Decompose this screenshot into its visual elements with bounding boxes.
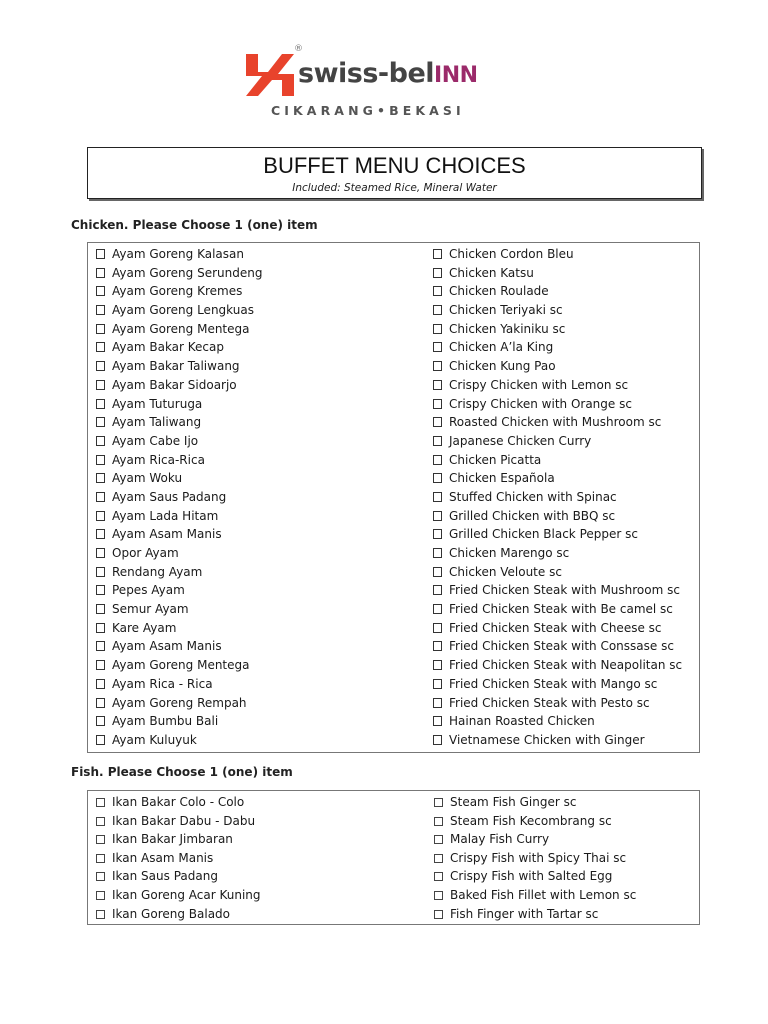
menu-item-label: Ayam Asam Manis bbox=[112, 527, 222, 542]
menu-item[interactable] bbox=[96, 851, 213, 865]
checkbox[interactable] bbox=[96, 380, 105, 390]
menu-item-label: Fried Chicken Steak with Pesto sc bbox=[449, 695, 650, 710]
checkbox[interactable] bbox=[433, 716, 442, 726]
menu-item[interactable] bbox=[433, 509, 615, 523]
checkbox[interactable] bbox=[96, 268, 105, 278]
menu-item-label: Crispy Fish with Spicy Thai sc bbox=[450, 850, 627, 865]
menu-item-label: Ikan Bakar Colo - Colo bbox=[112, 795, 245, 809]
checkbox[interactable] bbox=[96, 641, 105, 651]
menu-item[interactable] bbox=[96, 733, 197, 747]
checkbox[interactable] bbox=[96, 698, 105, 708]
menu-item-label: Chicken Kung Pao bbox=[449, 359, 556, 374]
checkbox[interactable] bbox=[96, 623, 105, 633]
checkbox[interactable] bbox=[433, 641, 442, 651]
checkbox[interactable] bbox=[96, 817, 105, 826]
menu-item-label: Steam Fish Kecombrang sc bbox=[450, 813, 612, 828]
menu-item-label: Chicken Katsu bbox=[449, 265, 534, 280]
menu-item-label: Fried Chicken Steak with Mango sc bbox=[449, 676, 658, 691]
menu-item[interactable] bbox=[96, 639, 222, 653]
menu-item[interactable] bbox=[433, 453, 541, 467]
checkbox[interactable] bbox=[434, 798, 443, 807]
checkbox[interactable] bbox=[96, 660, 105, 670]
checkbox[interactable] bbox=[433, 286, 442, 296]
checkbox[interactable] bbox=[96, 455, 105, 465]
menu-item[interactable] bbox=[96, 359, 240, 373]
checkbox[interactable] bbox=[434, 910, 443, 919]
menu-item-label: Semur Ayam bbox=[112, 602, 189, 617]
menu-item[interactable] bbox=[433, 714, 595, 728]
menu-item[interactable] bbox=[96, 527, 222, 541]
menu-item-label: Fried Chicken Steak with Conssase sc bbox=[449, 639, 674, 654]
menu-item-label: Ayam Goreng Lengkuas bbox=[112, 303, 254, 318]
menu-item-label: Chicken Marengo sc bbox=[449, 546, 570, 561]
checkbox[interactable] bbox=[433, 399, 442, 409]
menu-item-label: Ayam Asam Manis bbox=[112, 639, 222, 654]
menu-item-label: Japanese Chicken Curry bbox=[449, 433, 592, 448]
checkbox[interactable] bbox=[96, 529, 105, 539]
menu-item[interactable] bbox=[96, 621, 176, 635]
menu-item[interactable] bbox=[96, 415, 201, 429]
menu-item[interactable] bbox=[96, 832, 233, 846]
menu-item-label: Ayam Lada Hitam bbox=[112, 508, 219, 523]
checkbox[interactable] bbox=[96, 473, 105, 483]
menu-item-label: Chicken Picatta bbox=[449, 452, 542, 467]
menu-item[interactable] bbox=[434, 888, 636, 902]
menu-item[interactable] bbox=[433, 639, 674, 653]
menu-item[interactable] bbox=[96, 795, 244, 809]
registered-mark: ® bbox=[294, 44, 303, 54]
checkbox[interactable] bbox=[96, 872, 105, 881]
menu-item[interactable] bbox=[434, 907, 598, 921]
page-subtitle: Included: Steamed Rice, Mineral Water bbox=[292, 182, 497, 194]
checkbox[interactable] bbox=[433, 604, 442, 614]
menu-item[interactable] bbox=[96, 546, 179, 560]
menu-item-label: Ikan Asam Manis bbox=[112, 850, 214, 865]
checkbox[interactable] bbox=[433, 623, 442, 633]
menu-item[interactable] bbox=[434, 851, 626, 865]
checkbox[interactable] bbox=[433, 455, 442, 465]
menu-item[interactable] bbox=[434, 832, 549, 846]
checkbox[interactable] bbox=[96, 910, 105, 919]
menu-item-label: Chicken Teriyaki sc bbox=[449, 303, 563, 318]
menu-item[interactable] bbox=[433, 434, 591, 448]
menu-item[interactable] bbox=[433, 733, 645, 747]
menu-item[interactable] bbox=[433, 696, 650, 710]
menu-item[interactable] bbox=[96, 471, 182, 485]
fish-section-heading: Fish. Please Choose 1 (one) item bbox=[71, 765, 293, 779]
menu-item[interactable] bbox=[433, 565, 562, 579]
checkbox[interactable] bbox=[96, 548, 105, 558]
checkbox[interactable] bbox=[433, 305, 442, 315]
brand-location: CIKARANG•BEKASI bbox=[271, 103, 465, 118]
menu-item[interactable] bbox=[96, 565, 202, 579]
checkbox[interactable] bbox=[433, 268, 442, 278]
menu-item[interactable] bbox=[96, 714, 218, 728]
menu-item[interactable] bbox=[433, 546, 569, 560]
menu-item[interactable] bbox=[96, 814, 255, 828]
checkbox[interactable] bbox=[433, 249, 442, 259]
checkbox[interactable] bbox=[433, 585, 442, 595]
menu-item[interactable] bbox=[433, 583, 680, 597]
menu-item[interactable] bbox=[433, 602, 673, 616]
menu-item-label: Ayam Saus Padang bbox=[112, 489, 227, 504]
menu-item[interactable] bbox=[433, 284, 549, 298]
checkbox[interactable] bbox=[434, 872, 443, 881]
menu-item-label: Ikan Bakar Dabu - Dabu bbox=[112, 813, 256, 828]
menu-item[interactable] bbox=[96, 303, 254, 317]
brand-name: swiss-belINN bbox=[298, 58, 478, 89]
checkbox[interactable] bbox=[96, 286, 105, 296]
checkbox[interactable] bbox=[96, 417, 105, 427]
menu-item-label: Ayam Tuturuga bbox=[112, 396, 203, 411]
menu-item-label: Ayam Taliwang bbox=[112, 415, 202, 430]
checkbox[interactable] bbox=[433, 735, 442, 745]
menu-item-label: Kare Ayam bbox=[112, 620, 177, 635]
checkbox[interactable] bbox=[96, 305, 105, 315]
menu-item-label: Ayam Rica-Rica bbox=[112, 452, 205, 467]
checkbox[interactable] bbox=[433, 473, 442, 483]
menu-item[interactable] bbox=[433, 471, 555, 485]
checkbox[interactable] bbox=[96, 604, 105, 614]
menu-item-label: Grilled Chicken Black Pepper sc bbox=[449, 527, 638, 542]
menu-item[interactable] bbox=[433, 247, 574, 261]
menu-item[interactable] bbox=[96, 453, 205, 467]
menu-item[interactable] bbox=[96, 583, 185, 597]
checkbox[interactable] bbox=[96, 585, 105, 595]
menu-item[interactable] bbox=[96, 907, 230, 921]
checkbox[interactable] bbox=[96, 891, 105, 900]
menu-item-label: Vietnamese Chicken with Ginger bbox=[449, 732, 645, 747]
checkbox[interactable] bbox=[433, 324, 442, 334]
checkbox[interactable] bbox=[96, 835, 105, 844]
menu-item[interactable] bbox=[433, 621, 662, 635]
menu-item[interactable] bbox=[433, 340, 553, 354]
checkbox[interactable] bbox=[96, 324, 105, 334]
menu-item-label: Ayam Goreng Kalasan bbox=[112, 247, 244, 261]
checkbox[interactable] bbox=[433, 529, 442, 539]
fish-choice-list bbox=[87, 790, 700, 925]
menu-item-label: Chicken Española bbox=[449, 471, 555, 486]
checkbox[interactable] bbox=[433, 342, 442, 352]
checkbox[interactable] bbox=[96, 436, 105, 446]
menu-item[interactable] bbox=[96, 602, 189, 616]
checkbox[interactable] bbox=[96, 342, 105, 352]
menu-item[interactable] bbox=[433, 266, 534, 280]
checkbox[interactable] bbox=[96, 511, 105, 521]
menu-item[interactable] bbox=[434, 814, 612, 828]
menu-item-label: Ayam Bakar Taliwang bbox=[112, 359, 240, 374]
menu-item-label: Ikan Bakar Jimbaran bbox=[112, 832, 233, 847]
checkbox[interactable] bbox=[434, 891, 443, 900]
menu-item-label: Ikan Goreng Acar Kuning bbox=[112, 888, 261, 902]
checkbox[interactable] bbox=[433, 492, 442, 502]
menu-item[interactable] bbox=[96, 284, 242, 298]
menu-item-label: Chicken Roulade bbox=[449, 284, 549, 299]
menu-item-label: Chicken A’la King bbox=[449, 340, 554, 355]
menu-item-label: Crispy Fish with Salted Egg bbox=[450, 869, 613, 884]
checkbox[interactable] bbox=[433, 698, 442, 708]
checkbox[interactable] bbox=[433, 511, 442, 521]
menu-item-label: Fried Chicken Steak with Be camel sc bbox=[449, 602, 673, 617]
menu-item-label: Ayam Goreng Kremes bbox=[112, 284, 243, 299]
menu-item-label: Ayam Goreng Mentega bbox=[112, 658, 250, 673]
menu-item[interactable] bbox=[96, 696, 247, 710]
menu-item[interactable] bbox=[433, 359, 556, 373]
menu-item-label: Fried Chicken Steak with Cheese sc bbox=[449, 620, 662, 635]
menu-item[interactable] bbox=[96, 888, 261, 902]
checkbox[interactable] bbox=[433, 567, 442, 577]
menu-item[interactable] bbox=[96, 340, 224, 354]
checkbox[interactable] bbox=[96, 735, 105, 745]
menu-item[interactable] bbox=[96, 434, 198, 448]
menu-item-label: Pepes Ayam bbox=[112, 583, 185, 598]
checkbox[interactable] bbox=[96, 399, 105, 409]
menu-item-label: Crispy Chicken with Orange sc bbox=[449, 396, 632, 411]
checkbox[interactable] bbox=[434, 817, 443, 826]
menu-item-label: Chicken Yakiniku sc bbox=[449, 321, 566, 336]
checkbox[interactable] bbox=[96, 492, 105, 502]
menu-item-label: Steam Fish Ginger sc bbox=[450, 795, 577, 809]
menu-item-label: Ayam Bumbu Bali bbox=[112, 714, 219, 729]
menu-item[interactable] bbox=[433, 490, 617, 504]
menu-item[interactable] bbox=[433, 378, 628, 392]
menu-item[interactable] bbox=[96, 677, 213, 691]
menu-item-label: Chicken Cordon Bleu bbox=[449, 247, 574, 261]
menu-item-label: Ayam Bakar Kecap bbox=[112, 340, 225, 355]
checkbox[interactable] bbox=[433, 548, 442, 558]
checkbox[interactable] bbox=[96, 798, 105, 807]
menu-item-label: Ayam Bakar Sidoarjo bbox=[112, 377, 237, 392]
menu-item-label: Ayam Cabe Ijo bbox=[112, 433, 199, 448]
menu-item[interactable] bbox=[434, 795, 576, 809]
menu-item[interactable] bbox=[96, 322, 249, 336]
menu-item[interactable] bbox=[96, 397, 202, 411]
menu-item[interactable] bbox=[96, 509, 218, 523]
checkbox[interactable] bbox=[433, 660, 442, 670]
menu-item-label: Opor Ayam bbox=[112, 546, 179, 561]
menu-item-label: Crispy Chicken with Lemon sc bbox=[449, 377, 629, 392]
chicken-choice-list bbox=[87, 242, 700, 753]
menu-item-label: Chicken Veloute sc bbox=[449, 564, 562, 579]
menu-item-label: Fried Chicken Steak with Neapolitan sc bbox=[449, 658, 683, 673]
checkbox[interactable] bbox=[433, 436, 442, 446]
checkbox[interactable] bbox=[433, 679, 442, 689]
checkbox[interactable] bbox=[96, 361, 105, 371]
checkbox[interactable] bbox=[434, 854, 443, 863]
menu-item-label: Stuffed Chicken with Spinac bbox=[449, 489, 617, 504]
checkbox[interactable] bbox=[433, 417, 442, 427]
checkbox[interactable] bbox=[96, 249, 105, 259]
menu-item-label: Ayam Goreng Serundeng bbox=[112, 265, 263, 280]
menu-item[interactable] bbox=[433, 677, 657, 691]
hotel-logo bbox=[244, 44, 494, 122]
title-box bbox=[87, 147, 702, 199]
checkbox[interactable] bbox=[433, 380, 442, 390]
menu-item[interactable] bbox=[433, 303, 563, 317]
checkbox[interactable] bbox=[433, 361, 442, 371]
swiss-belinn-logo-mark-icon bbox=[244, 52, 296, 98]
checkbox[interactable] bbox=[96, 567, 105, 577]
menu-item-label: Ayam Kuluyuk bbox=[112, 732, 197, 747]
menu-item[interactable] bbox=[96, 247, 244, 261]
menu-item-label: Grilled Chicken with BBQ sc bbox=[449, 508, 616, 523]
menu-item-label: Malay Fish Curry bbox=[450, 832, 550, 847]
menu-item-label: Ikan Saus Padang bbox=[112, 869, 218, 884]
menu-item[interactable] bbox=[433, 658, 682, 672]
menu-item-label: Rendang Ayam bbox=[112, 564, 203, 579]
checkbox[interactable] bbox=[434, 835, 443, 844]
menu-item-label: Baked Fish Fillet with Lemon sc bbox=[450, 888, 637, 902]
page-title: BUFFET MENU CHOICES bbox=[263, 153, 526, 178]
checkbox[interactable] bbox=[96, 679, 105, 689]
menu-item-label: Ayam Goreng Mentega bbox=[112, 321, 250, 336]
menu-item[interactable] bbox=[433, 322, 565, 336]
menu-item-label: Ikan Goreng Balado bbox=[112, 906, 231, 921]
menu-item-label: Fish Finger with Tartar sc bbox=[450, 906, 599, 921]
menu-item[interactable] bbox=[433, 397, 632, 411]
menu-item-label: Ayam Goreng Rempah bbox=[112, 695, 247, 710]
menu-item[interactable] bbox=[433, 415, 661, 429]
menu-item-label: Roasted Chicken with Mushroom sc bbox=[449, 415, 662, 430]
menu-item-label: Ayam Rica - Rica bbox=[112, 676, 213, 691]
menu-item[interactable] bbox=[96, 869, 218, 883]
menu-item[interactable] bbox=[434, 869, 612, 883]
menu-item[interactable] bbox=[96, 658, 249, 672]
checkbox[interactable] bbox=[96, 854, 105, 863]
menu-item[interactable] bbox=[96, 266, 262, 280]
menu-item[interactable] bbox=[433, 527, 638, 541]
menu-item[interactable] bbox=[96, 378, 237, 392]
menu-item[interactable] bbox=[96, 490, 226, 504]
menu-item-label: Fried Chicken Steak with Mushroom sc bbox=[449, 583, 680, 598]
checkbox[interactable] bbox=[96, 716, 105, 726]
menu-item-label: Hainan Roasted Chicken bbox=[449, 714, 595, 729]
chicken-section-heading: Chicken. Please Choose 1 (one) item bbox=[71, 218, 318, 232]
menu-item-label: Ayam Woku bbox=[112, 471, 183, 486]
